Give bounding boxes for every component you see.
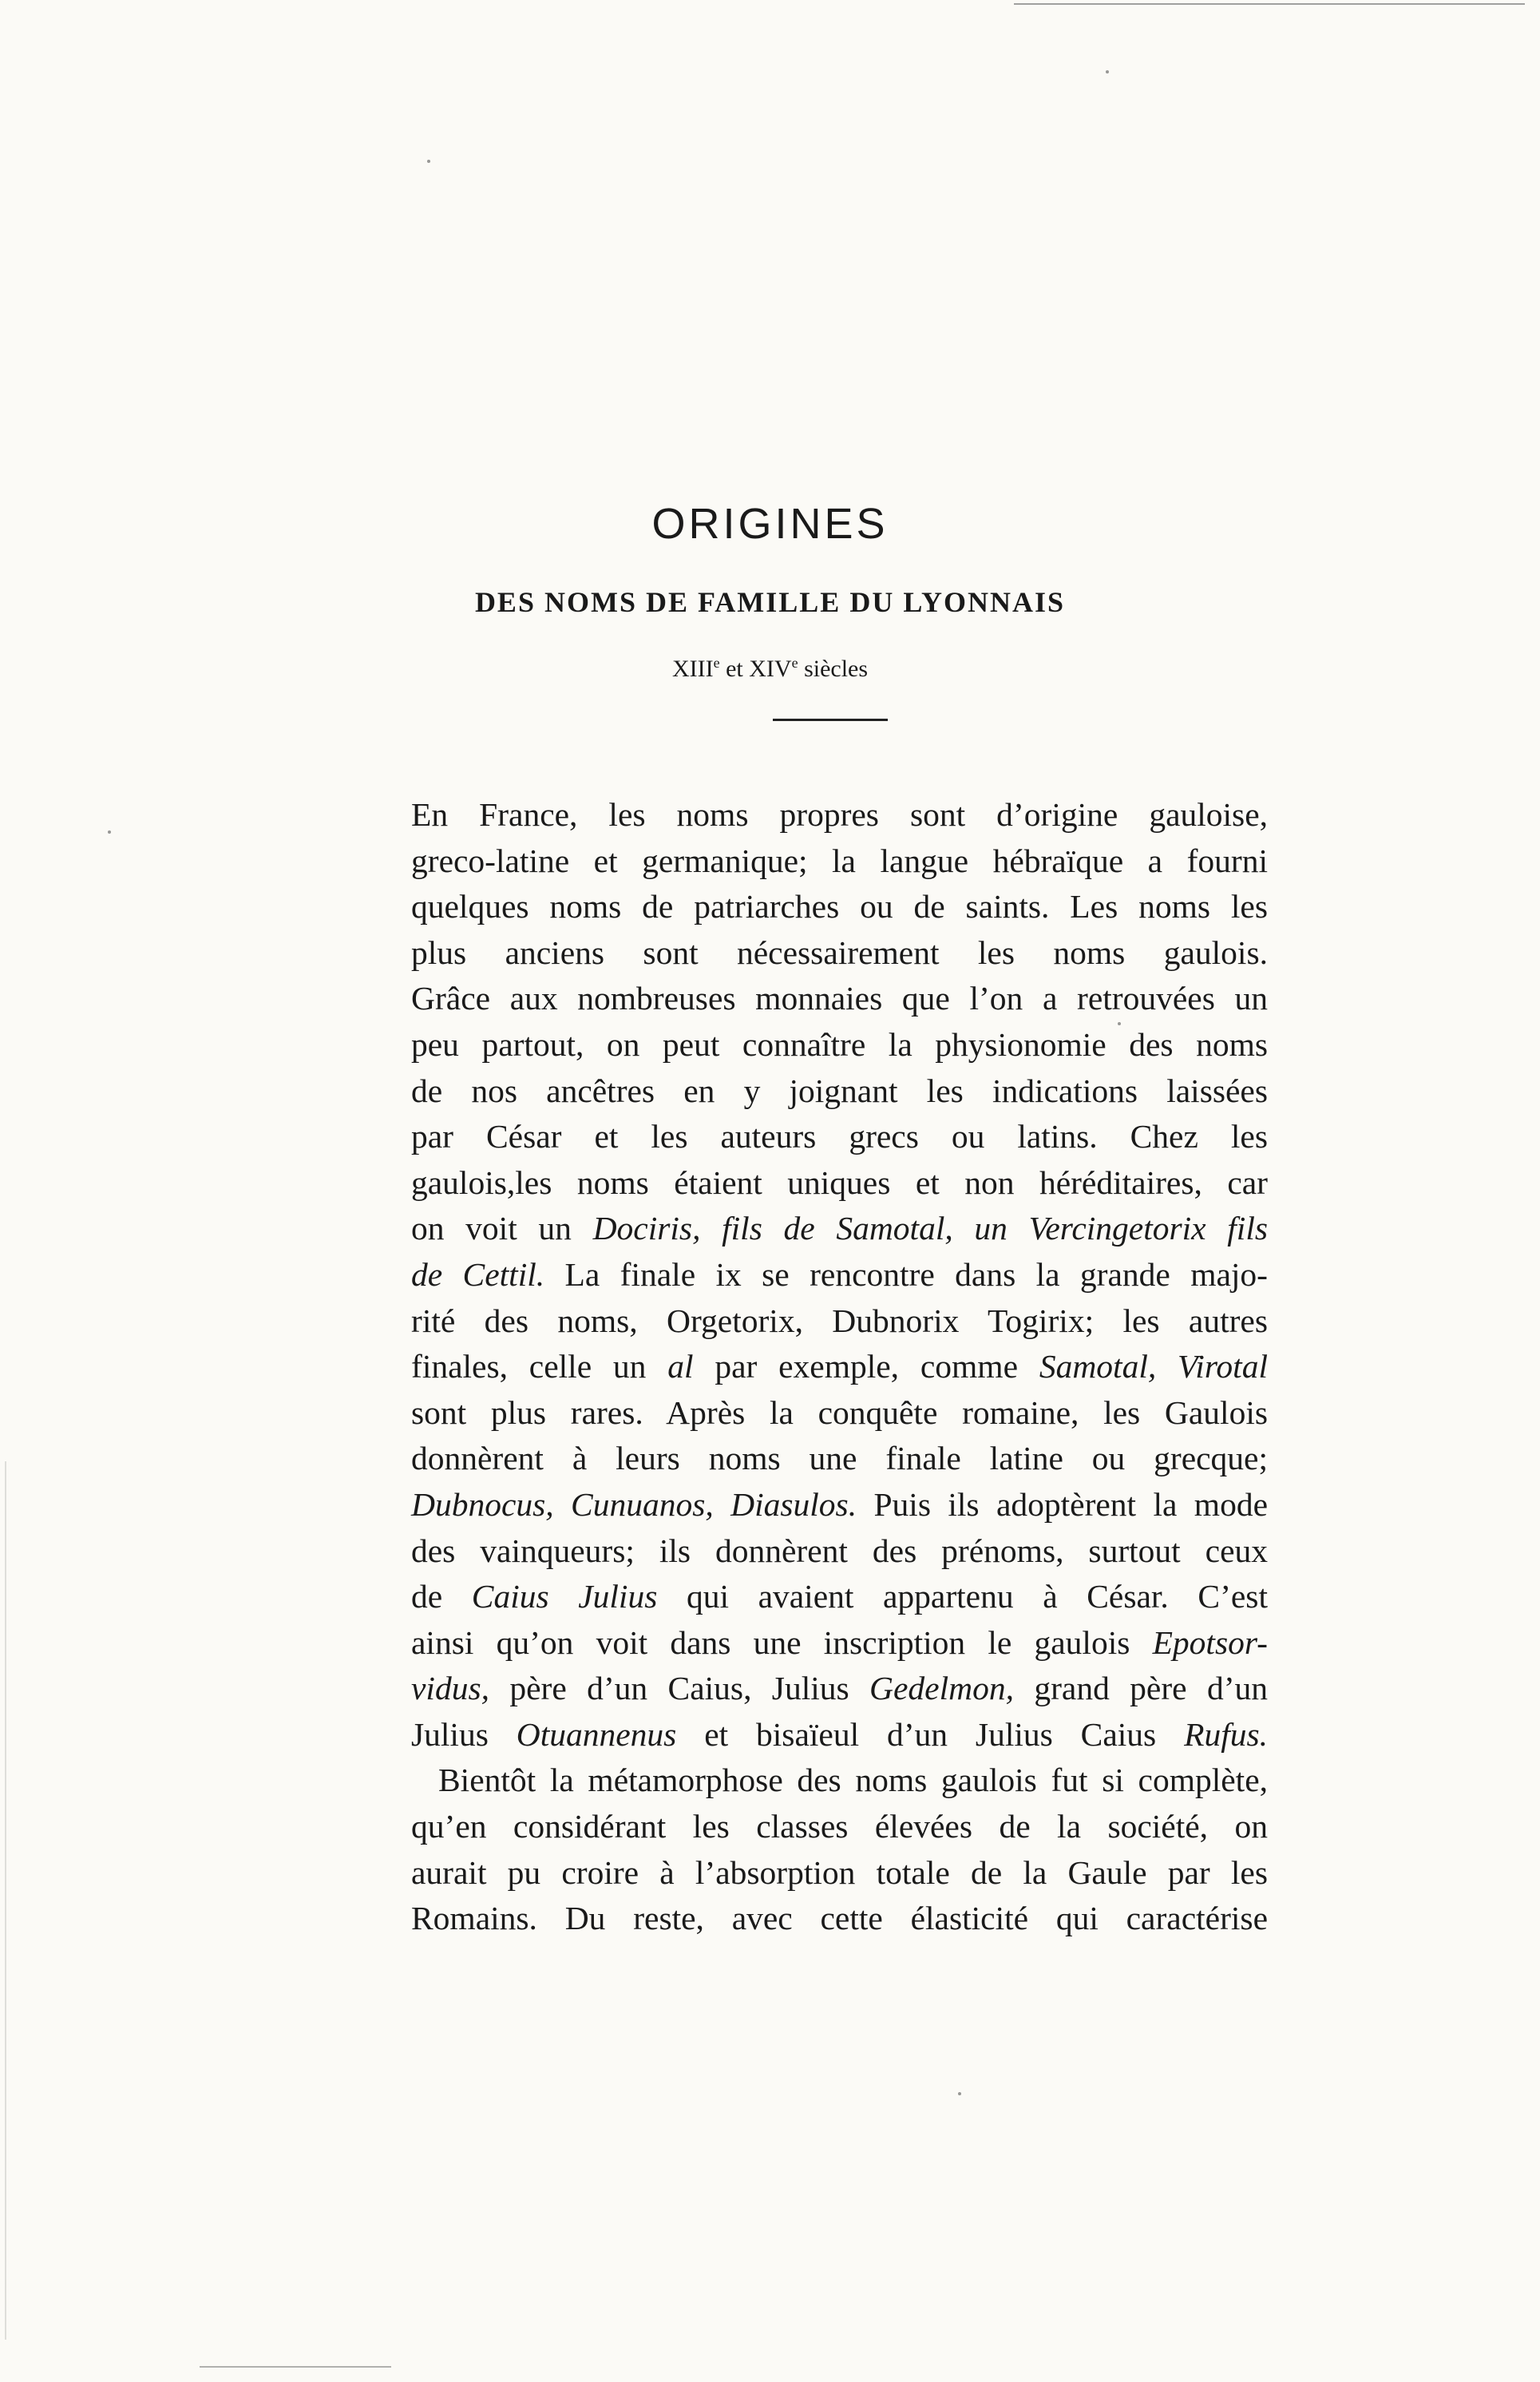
text-line — [411, 1206, 1268, 1252]
scan-speck — [958, 2092, 961, 2095]
text-segment: Julius — [411, 1715, 517, 1753]
text-segment: quelques noms de patriarches ou de saints. Les noms les — [411, 888, 1268, 925]
text-segment: père d’un Caius, Julius — [489, 1670, 870, 1707]
text-line — [411, 1758, 1268, 1804]
italic-text: Otuannenus — [516, 1715, 677, 1753]
text-line — [411, 1252, 1268, 1298]
text-segment: ainsi qu’on voit dans une inscription le gaulois — [411, 1623, 1153, 1661]
text-segment: par César et les auteurs grecs ou latins. Chez les — [411, 1118, 1268, 1155]
italic-text: Caius Julius — [471, 1578, 658, 1615]
text-segment: on voit un — [411, 1210, 593, 1247]
italic-text: Dociris, fils de Samotal, un Vercingetorix fils — [592, 1210, 1269, 1247]
text-segment: Bientôt la métamorphose des noms gaulois fut si complète, — [438, 1762, 1268, 1799]
scan-artifact-margin — [5, 1461, 6, 2340]
text-segment: donnèrent à leurs noms une finale latine ou grecque; — [411, 1440, 1268, 1477]
text-segment: rité des noms, Orgetorix, Dubnorix Togirix; les autres — [411, 1302, 1268, 1339]
text-segment: Puis ils adoptèrent la mode — [857, 1485, 1269, 1523]
text-line — [411, 1344, 1268, 1390]
text-line — [411, 1620, 1268, 1667]
period-century-start: XIII — [671, 656, 714, 682]
text-segment: plus anciens sont nécessairement les noms gaulois. — [411, 933, 1268, 971]
text-segment: sont plus rares. Après la conquête romaine, les Gaulois — [411, 1393, 1268, 1431]
page-subtitle: DES NOMS DE FAMILLE DU LYONNAIS — [474, 586, 1066, 618]
period-century-end: et XIV — [719, 656, 792, 682]
text-line — [411, 976, 1268, 1022]
text-line — [411, 1068, 1268, 1115]
text-line — [411, 1390, 1268, 1437]
scan-artifact-bottom — [200, 2366, 391, 2368]
period-label — [0, 655, 1540, 683]
period-superscript: e — [791, 655, 798, 671]
text-segment: qu’en considérant les classes élevées de la société, on — [411, 1808, 1268, 1845]
text-line — [411, 884, 1268, 930]
text-line — [411, 1804, 1268, 1850]
text-segment: aurait pu croire à l’absorption totale de la Gaule par les — [411, 1853, 1268, 1891]
italic-text: Rufus. — [1184, 1715, 1268, 1753]
text-segment: des vainqueurs; ils donnèrent des prénoms, surtout ceux — [411, 1532, 1268, 1569]
scan-artifact-top — [1014, 3, 1525, 5]
text-segment: qui avaient appartenu à César. C’est — [657, 1578, 1268, 1615]
text-line — [411, 1666, 1268, 1712]
text-segment: de — [411, 1578, 472, 1615]
text-line — [411, 1298, 1268, 1345]
italic-text: al — [667, 1348, 694, 1385]
text-line — [411, 1022, 1268, 1068]
body-text — [411, 792, 1268, 1942]
text-line — [411, 930, 1268, 977]
text-line — [411, 1436, 1268, 1482]
scan-speck — [108, 830, 111, 834]
text-line — [411, 1160, 1268, 1207]
text-segment: Romains. Du reste, avec cette élasticité qui caractérise — [411, 1900, 1268, 1937]
text-segment: de nos ancêtres en y joignant les indications laissées — [411, 1072, 1268, 1109]
scan-speck — [1106, 70, 1109, 73]
text-segment: Grâce aux nombreuses monnaies que l’on a retrouvées un — [411, 980, 1268, 1017]
period-superscript: e — [713, 655, 720, 671]
italic-text: Epotsor- — [1152, 1623, 1268, 1661]
page-title: ORIGINES — [651, 500, 889, 548]
text-line — [411, 1850, 1268, 1896]
text-segment: peu partout, on peut connaître la physionomie des noms — [411, 1025, 1268, 1063]
scan-speck — [427, 160, 430, 163]
text-line — [411, 838, 1268, 885]
italic-text: Dubnocus, Cunuanos, Diasulos. — [411, 1485, 857, 1523]
italic-text: Samotal, Virotal — [1039, 1348, 1268, 1385]
italic-text: vidus, — [411, 1670, 489, 1707]
text-segment: grand père d’un — [1013, 1670, 1269, 1707]
text-segment: et bisaïeul d’un Julius Caius — [676, 1715, 1185, 1753]
text-segment: La finale ix se rencontre dans la grande majo- — [544, 1255, 1268, 1293]
text-line — [411, 792, 1268, 838]
text-line — [411, 1528, 1268, 1575]
period-suffix: siècles — [798, 656, 869, 682]
text-segment: par exemple, comme — [693, 1348, 1039, 1385]
text-line — [411, 1574, 1268, 1620]
text-line — [411, 1712, 1268, 1758]
title-rule — [773, 719, 888, 721]
text-line — [411, 1114, 1268, 1160]
text-segment: greco-latine et germanique; la langue hébraïque a fourni — [411, 842, 1268, 879]
text-line — [411, 1482, 1268, 1528]
text-segment: En France, les noms propres sont d’origine gauloise, — [411, 796, 1268, 833]
italic-text: Gedelmon, — [869, 1670, 1014, 1707]
text-segment: gaulois,les noms étaient uniques et non héréditaires, car — [411, 1163, 1268, 1201]
text-segment: finales, celle un — [411, 1348, 668, 1385]
text-line — [411, 1896, 1268, 1942]
italic-text: de Cettil. — [411, 1255, 545, 1293]
